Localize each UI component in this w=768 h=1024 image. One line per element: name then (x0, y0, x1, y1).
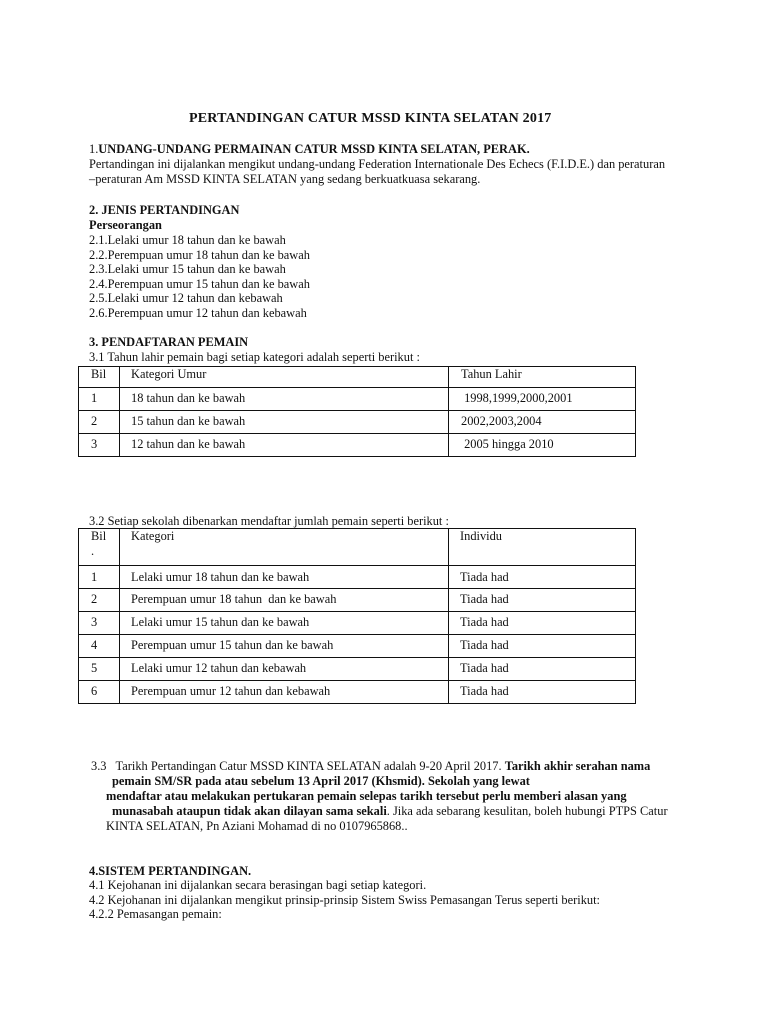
table-row (79, 566, 636, 589)
section-3-2-intro: 3.2 Setiap sekolah dibenarkan mendaftar jumlah pemain seperti berikut : (89, 514, 449, 528)
table-cell: Perempuan umur 15 tahun dan ke bawah (120, 635, 449, 658)
list-item: 2.3.Lelaki umur 15 tahun dan ke bawah (89, 262, 286, 277)
list-item: 2.4.Perempuan umur 15 tahun dan ke bawah (89, 276, 310, 291)
table-header-cell: Individu (449, 529, 636, 566)
section-1-text-line-2: –peraturan Am MSSD KINTA SELATAN yang sedang berkuatkuasa sekarang. (89, 172, 481, 186)
table-row (79, 388, 636, 411)
section-3-3-line-3: mendaftar atau melakukan pertukaran pemain selepas tarikh tersebut perlu memberi alasan yang (106, 789, 627, 803)
table-cell: 1 (79, 388, 120, 411)
section-1-heading-line (89, 142, 530, 157)
table-cell: 15 tahun dan ke bawah (120, 411, 449, 434)
section-3-heading: 3. PENDAFTARAN PEMAIN (89, 335, 249, 349)
table-header-cell: Kategori Umur (120, 367, 449, 388)
table-header-cell: Bil (79, 367, 120, 388)
section-3-3-contact: . Jika ada sebarang kesulitan, boleh hubungi PTPS Catur (386, 804, 668, 818)
section-1-number: 1. (89, 142, 99, 156)
table-cell: 18 tahun dan ke bawah (120, 388, 449, 411)
table-cell: Tiada had (449, 658, 636, 681)
table-cell: 2002,2003,2004 (449, 411, 636, 434)
registration-limit-table (78, 528, 636, 704)
table-cell: Perempuan umur 12 tahun dan kebawah (120, 681, 449, 704)
section-4-heading: 4.SISTEM PERTANDINGAN. (89, 864, 252, 878)
table-cell: 1998,1999,2000,2001 (449, 388, 636, 411)
table-cell: 12 tahun dan ke bawah (120, 434, 449, 457)
section-3-3-line-1 (91, 759, 650, 774)
section-1-text-line-1: Pertandingan ini dijalankan mengikut undang-undang Federation Internationale Des Echecs (F.I.D.E.) dan peraturan (89, 157, 666, 171)
list-item: 4.2.2 Pemasangan pemain: (89, 907, 222, 922)
table-row (79, 681, 636, 704)
table-cell: 2 (79, 411, 120, 434)
list-item: 2.5.Lelaki umur 12 tahun dan kebawah (89, 291, 283, 306)
table-cell: Tiada had (449, 566, 636, 589)
table-row (79, 411, 636, 434)
table-cell: 2005 hingga 2010 (449, 434, 636, 457)
section-2-heading: 2. JENIS PERTANDINGAN (89, 203, 240, 217)
list-item: 2.1.Lelaki umur 18 tahun dan ke bawah (89, 233, 286, 247)
table-header-cell: Tahun Lahir (449, 367, 636, 388)
table-cell: 5 (79, 658, 120, 681)
table-header-cell (79, 529, 120, 566)
bil-header: Bil (91, 529, 107, 543)
table-cell: 6 (79, 681, 120, 704)
table-cell: 2 (79, 589, 120, 612)
section-2-list (89, 233, 310, 321)
list-item: 4.1 Kejohanan ini dijalankan secara berasingan bagi setiap kategori. (89, 878, 427, 892)
table-row (79, 612, 636, 635)
table-header-row (79, 367, 636, 388)
list-item: 2.6.Perempuan umur 12 tahun dan kebawah (89, 305, 307, 320)
table-cell: Tiada had (449, 681, 636, 704)
table-cell: 1 (79, 566, 120, 589)
section-3-1-intro: 3.1 Tahun lahir pemain bagi setiap kategori adalah seperti berikut : (89, 350, 420, 364)
table-cell: Tiada had (449, 612, 636, 635)
table-header-row (79, 529, 636, 566)
table-header-cell: Kategori (120, 529, 449, 566)
birth-year-table (78, 366, 636, 457)
section-1-heading: UNDANG-UNDANG PERMAINAN CATUR MSSD KINTA SELATAN, PERAK. (98, 142, 530, 156)
table-cell: Perempuan umur 18 tahun dan ke bawah (120, 589, 449, 612)
section-3-3-deadline: Tarikh akhir serahan nama (504, 759, 651, 773)
bil-header-dot: . (91, 543, 95, 558)
list-item: 4.2 Kejohanan ini dijalankan mengikut prinsip-prinsip Sistem Swiss Pemasangan Terus seperti berikut: (89, 892, 600, 907)
table-cell: Lelaki umur 12 tahun dan kebawah (120, 658, 449, 681)
table-row (79, 589, 636, 612)
table-cell: Tiada had (449, 589, 636, 612)
section-3-3-line-5: KINTA SELATAN, Pn Aziani Mohamad di no 0107965868.. (106, 819, 408, 833)
table-cell: Lelaki umur 18 tahun dan ke bawah (120, 566, 449, 589)
table-row (79, 658, 636, 681)
section-3-3-warning: munasabah ataupun tidak akan dilayan sama sekali (112, 804, 387, 818)
document-title: PERTANDINGAN CATUR MSSD KINTA SELATAN 2017 (189, 111, 552, 126)
table-cell: 3 (79, 612, 120, 635)
section-2-subheading: Perseorangan (89, 218, 162, 232)
table-row (79, 434, 636, 457)
list-item: 2.2.Perempuan umur 18 tahun dan ke bawah (89, 247, 310, 262)
table-cell: 4 (79, 635, 120, 658)
table-cell: Tiada had (449, 635, 636, 658)
table-cell: 3 (79, 434, 120, 457)
section-4-list (89, 878, 600, 922)
section-3-3-line-4 (112, 804, 668, 819)
section-3-3-line-2: pemain SM/SR pada atau sebelum 13 April 2017 (Khsmid). Sekolah yang lewat (112, 774, 530, 788)
table-row (79, 635, 636, 658)
table-cell: Lelaki umur 15 tahun dan ke bawah (120, 612, 449, 635)
section-3-3-text: 3.3 Tarikh Pertandingan Catur MSSD KINTA SELATAN adalah 9-20 April 2017. (91, 759, 505, 773)
